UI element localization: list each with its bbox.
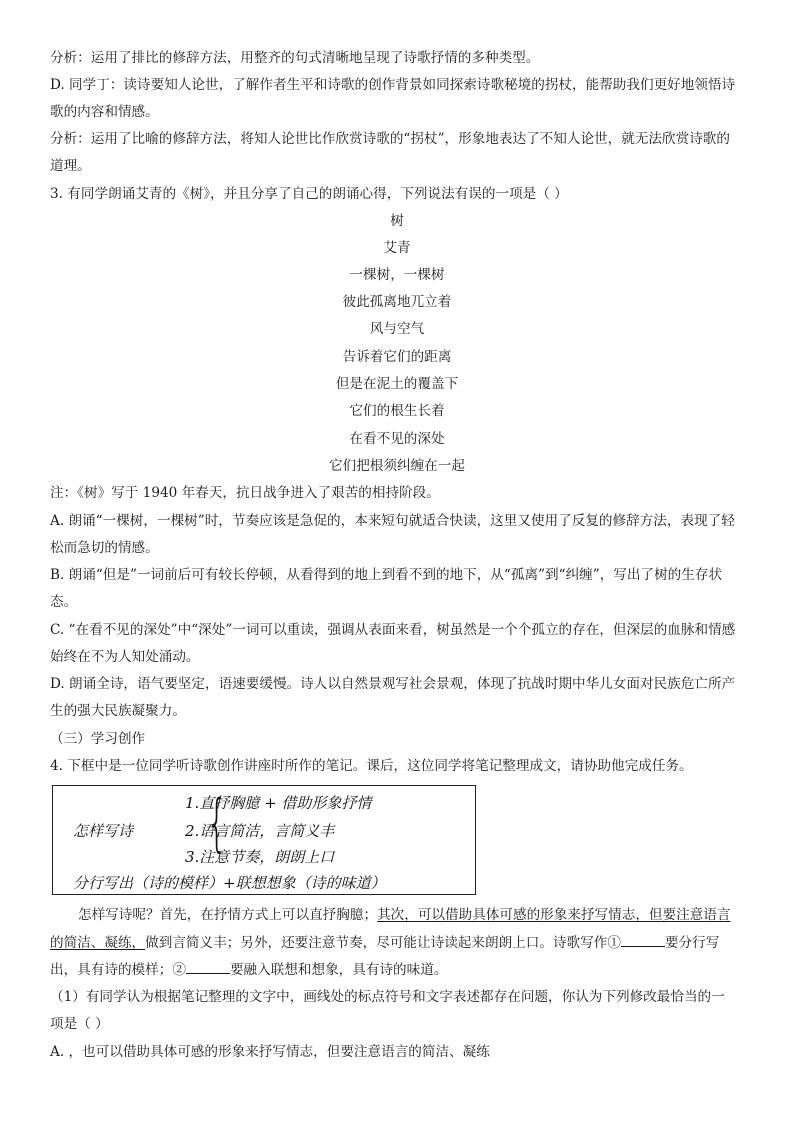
notes-bottom-line: 分行写出（诗的模样）+联想想象（诗的味道） xyxy=(73,874,386,892)
poem-line: 彼此孤离地兀立着 xyxy=(342,294,452,310)
poem-line: 告诉着它们的距离 xyxy=(342,349,452,365)
option-a-line2: 松而急切的情感。 xyxy=(50,540,159,556)
paragraph-line-1 xyxy=(78,905,752,925)
option-d-line2: 歌的内容和情感。 xyxy=(50,104,159,120)
poem-line: 它们的根生长着 xyxy=(349,403,445,419)
poem-author: 艾青 xyxy=(383,240,411,256)
paragraph-text: 要分行写 xyxy=(664,935,720,951)
analysis-d-line2: 道理。 xyxy=(50,158,91,174)
subquestion-1-option-a: A. ，也可以借助具体可感的形象来抒写情志，但要注意语言的简洁、凝练 xyxy=(50,1044,490,1060)
question-4: 4. 下框中是一位同学听诗歌创作讲座时所作的笔记。课后，这位同学将笔记整理成文，请协助他完成任务。 xyxy=(50,758,693,774)
paragraph-line-3 xyxy=(50,959,752,980)
paragraph-text: 要融入联想和想象，具有诗的味道。 xyxy=(229,962,448,978)
analysis-c: 分析：运用了排比的修辞方法，用整齐的句式清晰地呈现了诗歌抒情的多种类型。 xyxy=(50,50,540,66)
underlined-text: 其次，可以借助具体可感的形象来抒写情志，但要注意语言 xyxy=(377,907,731,923)
poem-note: 注：《树》写于 1940 年春天，抗日战争进入了艰苦的相持阶段。 xyxy=(50,485,440,501)
section-heading: （三）学习创作 xyxy=(50,731,146,747)
option-b-line1: B. 朗诵“但是”一词前后可有较长停顿，从看得到的地上到看不到的地下，从“孤离”到“纠缠”，写出了树的生存状 xyxy=(50,567,723,583)
notes-item-1: 1.直抒胸臆 + 借助形象抒情 xyxy=(185,794,372,812)
brace-icon: { xyxy=(206,786,228,859)
paragraph-text: 出，具有诗的模样；② xyxy=(50,962,186,978)
notes-item-3: 3.注意节奏，朗朗上口 xyxy=(185,848,335,866)
paragraph-text: 做到言简义丰；另外，还要注意节奏，尽可能让诗读起来朗朗上口。诗歌写作① xyxy=(145,935,621,951)
option-c-line1: C. “在看不见的深处”中“深处”一词可以重读，强调从表面来看，树虽然是一个个孤立的存在，但深层的血脉和情感 xyxy=(50,622,736,638)
option-b-line2: 态。 xyxy=(50,594,78,610)
poem-title: 树 xyxy=(390,213,404,229)
poem-line: 在看不见的深处 xyxy=(349,431,445,447)
notes-left-title: 怎样写诗 xyxy=(73,822,134,840)
option-a-line1: A. 朗诵“一棵树，一棵树”时，节奏应该是急促的，本来短句就适合快读，这里又使用了反复的修辞方法，表现了轻 xyxy=(50,513,735,529)
paragraph-text: 怎样写诗呢？首先，在抒情方式上可以直抒胸臆； xyxy=(78,907,378,923)
poem-line: 风与空气 xyxy=(369,321,425,337)
analysis-d-line1: 分析：运用了比喻的修辞方法，将知人论世比作欣赏诗歌的“拐杖”，形象地表达了不知人论世，就无法欣赏诗歌的 xyxy=(50,131,730,147)
option-d3-line1: D. 朗诵全诗，语气要坚定，语速要缓慢。诗人以自然景观写社会景观，体现了抗战时期中华儿女面对民族危亡所产 xyxy=(50,676,736,692)
poem-line: 一棵树，一棵树 xyxy=(349,267,445,283)
handwritten-notes-box xyxy=(52,785,476,895)
paragraph-line-2 xyxy=(50,932,752,953)
notes-item-2: 2.语言简洁，言简义丰 xyxy=(185,822,335,840)
option-d-line1: D. 同学丁：读诗要知人论世，了解作者生平和诗歌的创作背景如同探索诗歌秘境的拐杖，能帮助我们更好地领悟诗 xyxy=(50,77,736,93)
option-c-line2: 始终在不为人知处涌动。 xyxy=(50,649,200,665)
question-3: 3. 有同学朗诵艾青的《树》，并且分享了自己的朗诵心得，下列说法有误的一项是（ ） xyxy=(50,186,568,202)
poem-line: 但是在泥土的覆盖下 xyxy=(335,376,459,392)
option-d3-line2: 生的强大民族凝聚力。 xyxy=(50,703,186,719)
underlined-text: 的简洁、凝练， xyxy=(50,935,146,951)
blank-2[interactable] xyxy=(186,959,230,974)
poem-line: 它们把根须纠缠在一起 xyxy=(329,458,465,474)
subquestion-1-line2: 项是（ ） xyxy=(50,1016,109,1032)
subquestion-1-line1: （1）有同学认为根据笔记整理的文字中，画线处的标点符号和文字表述都存在问题，你认为下列修改最恰当的一 xyxy=(50,989,725,1005)
blank-1[interactable] xyxy=(621,932,665,947)
